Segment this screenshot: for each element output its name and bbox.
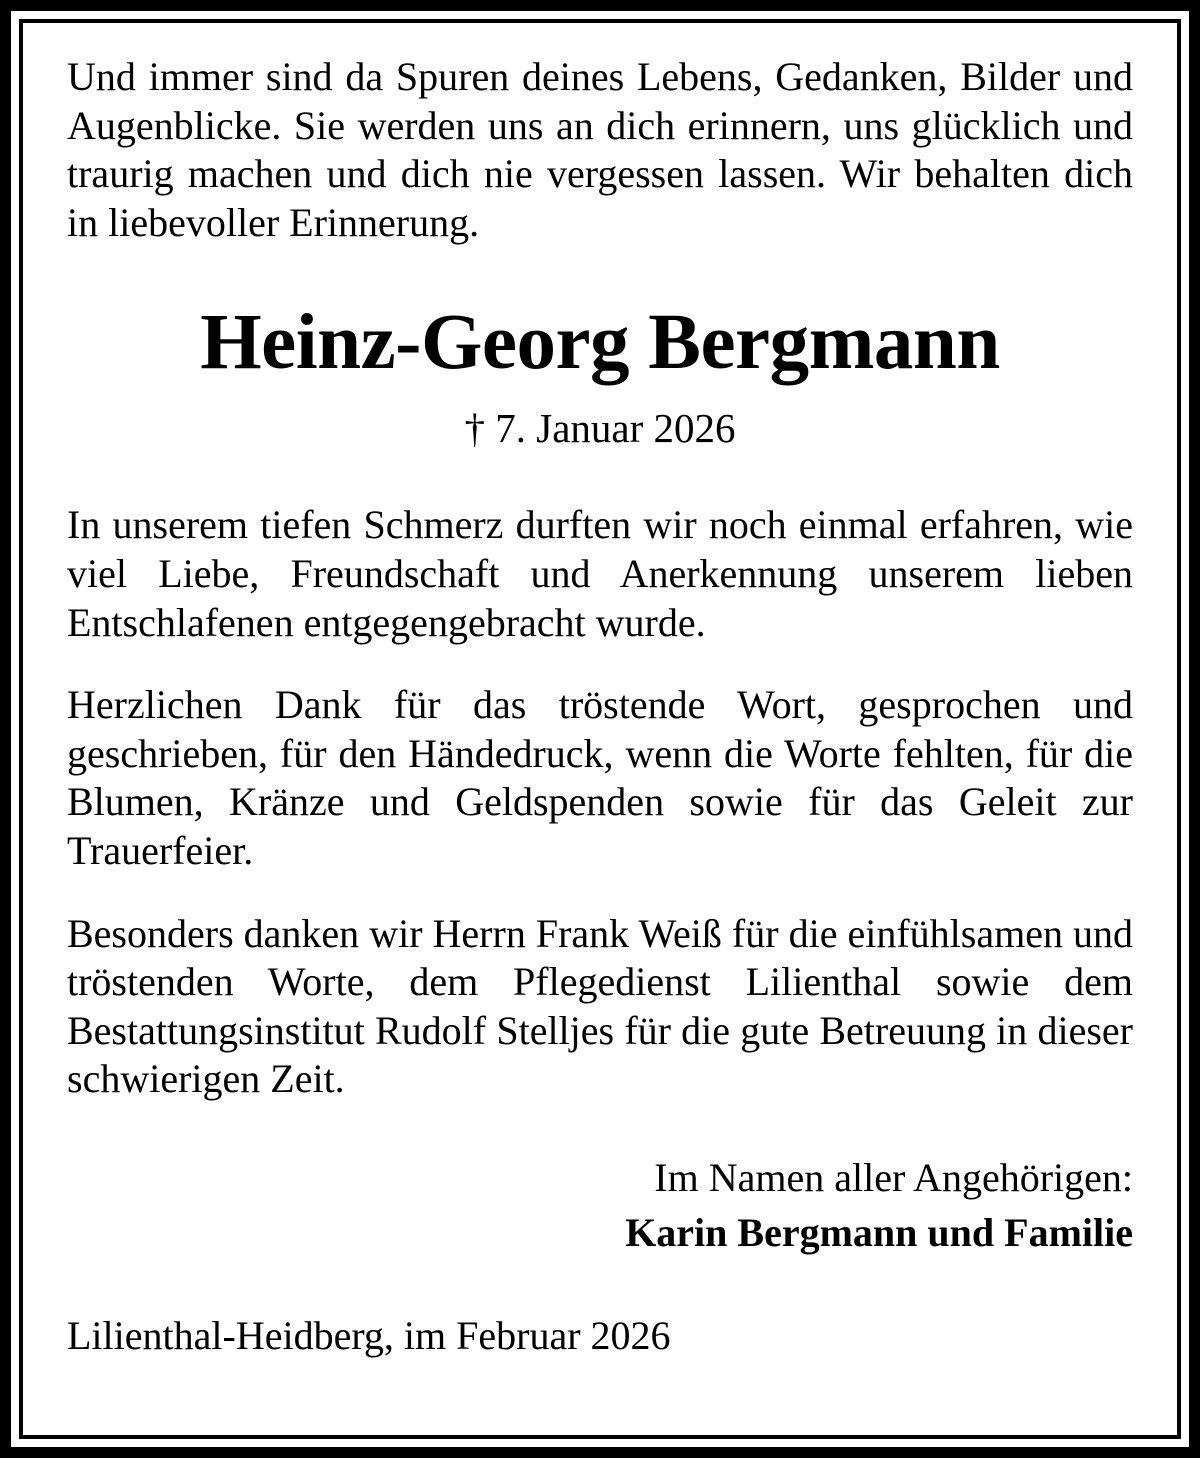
death-date: † 7. Januar 2026 xyxy=(464,405,736,452)
thanks-paragraph: Besonders danken wir Herrn Frank Weiß für die einfühlsamen und tröstenden Worte, dem Pflegedienst Lilienthal sowie dem Bestattungsinstitut Rudolf Stelljes für die gute Betreuung in dieser schwierigen Zeit. xyxy=(67,910,1133,1102)
signature-intro: Im Namen aller Angehörigen: xyxy=(654,1154,1133,1200)
deceased-name-block xyxy=(67,299,1133,452)
frame-inner-rule xyxy=(19,19,1181,1439)
deceased-name: Heinz-Georg Bergmann xyxy=(200,299,1000,387)
frame-white-gap xyxy=(11,11,1189,1447)
memorial-verse: Und immer sind da Spuren deines Lebens, Gedanken, Bilder und Augenblicke. Sie werden uns an dich erinnern, uns glücklich und traurig machen und dich nie vergessen lassen. Wir behalten dich in liebevoller Erinnerung. xyxy=(67,54,1133,245)
thanks-block xyxy=(67,501,1133,1104)
signature-block xyxy=(67,1154,1133,1258)
thanks-paragraph: In unserem tiefen Schmerz durften wir noch einmal erfahren, wie viel Liebe, Freundschaft und Anerkennung unserem lieben Entschlafenen entgegengebracht wurde. xyxy=(67,502,1133,645)
notice-content xyxy=(67,53,1133,1409)
thanks-paragraph: Herzlichen Dank für das tröstende Wort, gesprochen und geschrieben, für den Händedruck, wenn die Worte fehlten, für die Blumen, Kränze und Geldspenden sowie für das Geleit zur Trauerfeier. xyxy=(67,682,1133,873)
signature-name: Karin Bergmann und Familie xyxy=(625,1209,1133,1255)
place-and-date: Lilienthal-Heidberg, im Februar 2026 xyxy=(67,1312,671,1358)
